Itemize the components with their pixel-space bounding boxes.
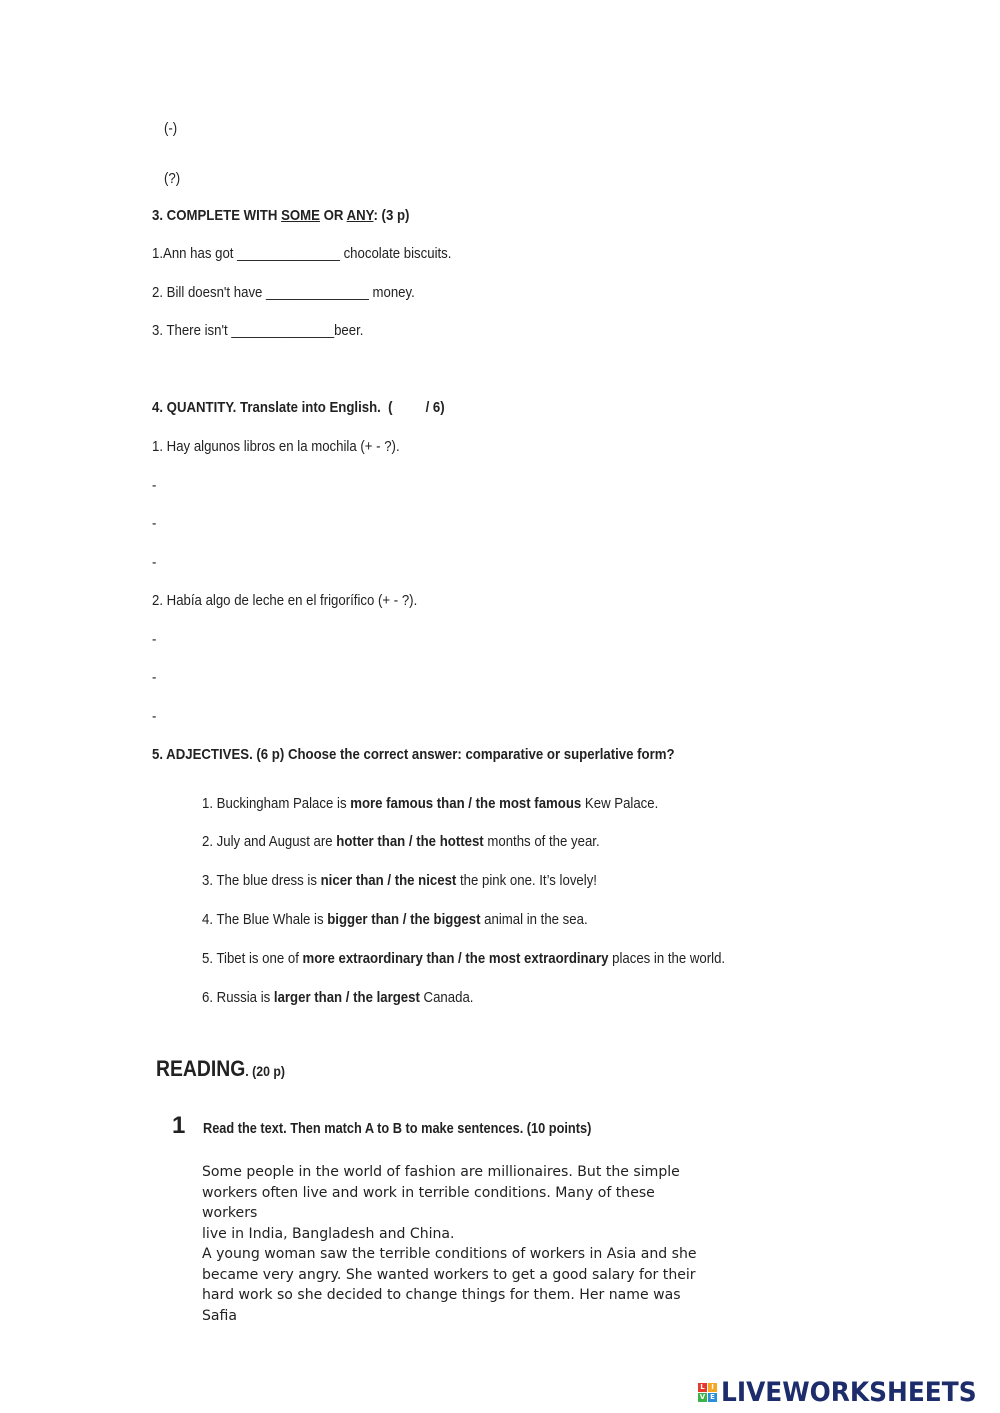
reading-heading: READING. (20 p): [156, 1056, 285, 1081]
adjective-item: 3. The blue dress is nicer than / the nicest the pink one. It’s lovely!: [202, 872, 597, 889]
adjective-options[interactable]: hotter than / the hottest: [336, 833, 484, 850]
section5-title: 5. ADJECTIVES. (6 p) Choose the correct answer: comparative or superlative form?: [152, 746, 675, 763]
adjective-item: 6. Russia is larger than / the largest Canada.: [202, 989, 474, 1006]
section4-title: 4. QUANTITY. Translate into English. ( / 6): [152, 399, 445, 416]
section3-title: 3. COMPLETE WITH SOME OR ANY: (3 p): [152, 207, 410, 224]
answer-dash: -: [152, 708, 157, 725]
liveworksheets-logo[interactable]: [698, 1377, 999, 1408]
answer-dash: -: [152, 515, 157, 532]
reading-line: Some people in the world of fashion are millionaires. But the simple: [202, 1164, 680, 1180]
reading-text: [202, 1162, 706, 1326]
adjective-item: 4. The Blue Whale is bigger than / the biggest animal in the sea.: [202, 911, 588, 928]
adjective-options[interactable]: larger than / the largest: [273, 989, 420, 1006]
reading-line: workers often live and work in terrible conditions. Many of these workers: [202, 1184, 655, 1221]
answer-dash: -: [152, 669, 157, 686]
reading-line: hard work so she decided to change things for them. Her name was Safia: [202, 1287, 681, 1324]
adjective-options[interactable]: bigger than / the biggest: [327, 911, 481, 928]
adjective-options[interactable]: more famous than / the most famous: [350, 795, 582, 812]
section3-item: 3. There isn't ______________beer.: [152, 322, 364, 339]
exercise-number: 1: [172, 1112, 186, 1139]
answer-dash: -: [152, 477, 157, 494]
adjective-options[interactable]: nicer than / the nicest: [320, 872, 457, 889]
adjective-options[interactable]: more extraordinary than / the most extraordinary: [302, 950, 609, 967]
question-marker: (?): [164, 170, 181, 187]
adjective-item: 2. July and August are hotter than / the hottest months of the year.: [202, 833, 600, 850]
any-word: ANY: [346, 207, 374, 224]
reading-line: A young woman saw the terrible conditions of workers in Asia and she: [202, 1246, 697, 1262]
exercise-instruction: Read the text. Then match A to B to make sentences. (10 points): [203, 1121, 592, 1137]
reading-line: became very angry. She wanted workers to get a good salary for their: [202, 1266, 696, 1283]
section3-item: 2. Bill doesn't have ______________ money.: [152, 284, 415, 301]
section3-item: 1.Ann has got ______________ chocolate biscuits.: [152, 245, 452, 262]
section4-item: 1. Hay algunos libros en la mochila (+ - ?).: [152, 438, 400, 455]
logo-text: LIVEWORKSHEETS: [721, 1377, 977, 1408]
section4-item: 2. Había algo de leche en el frigorífico (+ - ?).: [152, 592, 418, 609]
negative-marker: (-): [164, 120, 178, 137]
answer-dash: -: [152, 631, 157, 648]
answer-dash: -: [152, 554, 157, 571]
logo-mark-icon: L I V E: [698, 1383, 717, 1402]
reading-line: live in India, Bangladesh and China.: [202, 1225, 455, 1242]
adjective-item: 5. Tibet is one of more extraordinary than / the most extraordinary places in the world.: [202, 950, 726, 967]
some-word: SOME: [281, 207, 320, 224]
adjective-item: 1. Buckingham Palace is more famous than / the most famous Kew Palace.: [202, 795, 659, 812]
